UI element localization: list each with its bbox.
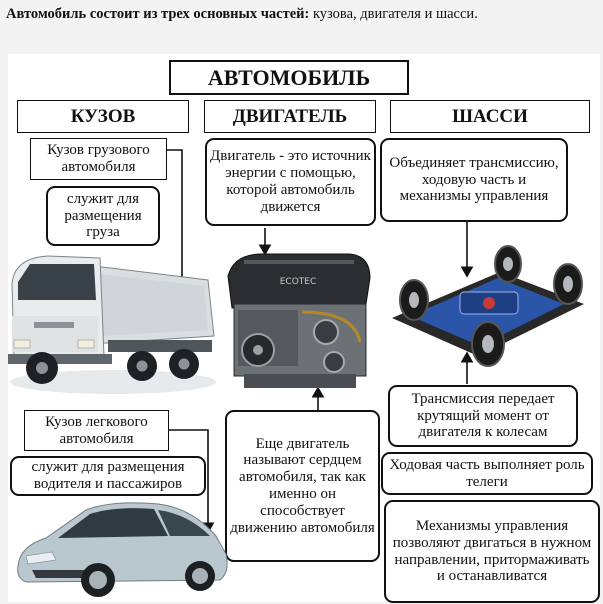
transmission-box <box>388 385 578 447</box>
chassis-definition-text: Объединяет трансмиссию, ходовую часть и механизмы управления <box>389 154 559 205</box>
truck-illustration <box>8 244 218 394</box>
heading-rest-part: кузова, двигателя и шасси. <box>309 6 478 22</box>
truck-body-label-text: Кузов грузового автомобиля <box>47 142 150 175</box>
running-gear-text: Ходовая часть выполняет роль телеги <box>389 456 585 490</box>
transmission-text: Трансмиссия передает крутящий момент от двигателя к колесам <box>411 390 555 441</box>
column-title-body: КУЗОВ <box>70 105 136 127</box>
car-illustration <box>12 496 234 600</box>
chassis-definition <box>380 138 568 222</box>
engine-definition <box>205 138 376 226</box>
car-body-purpose-text: служит для размещения водителя и пассажиров <box>31 459 185 492</box>
engine-illustration <box>214 246 380 396</box>
column-header-chassis <box>390 100 590 133</box>
steering-box <box>384 500 600 603</box>
heading-bold-part: Автомобиль состоит из трех основных частей: <box>6 6 310 22</box>
column-title-engine: ДВИГАТЕЛЬ <box>232 105 348 127</box>
steering-text: Механизмы управления позволяют двигаться в нужном направлении, притормаживать и останавливатся <box>392 517 592 585</box>
car-body-label <box>24 410 169 451</box>
column-title-chassis: ШАССИ <box>452 105 528 127</box>
truck-body-purpose-text: служит для размещения груза <box>64 190 142 241</box>
column-header-body <box>17 100 189 133</box>
truck-body-label <box>30 138 167 180</box>
engine-definition-text: Двигатель - это источник энергии с помощью, которой автомобиль движется <box>210 148 371 215</box>
car-body-label-text: Кузов легкового автомобиля <box>45 413 148 447</box>
running-gear-box <box>381 452 593 495</box>
root-title: АВТОМОБИЛЬ <box>207 64 371 90</box>
column-header-engine <box>204 100 376 133</box>
engine-note <box>225 410 380 562</box>
chassis-illustration <box>388 238 588 376</box>
engine-logo-text: ECOTEC <box>279 277 317 287</box>
truck-body-purpose <box>46 186 160 246</box>
car-body-purpose <box>10 456 206 496</box>
engine-note-text: Еще двигатель называют сердцем автомобиля, так как именно он способствует движению автомобиля <box>230 435 375 536</box>
root-box <box>169 60 409 95</box>
